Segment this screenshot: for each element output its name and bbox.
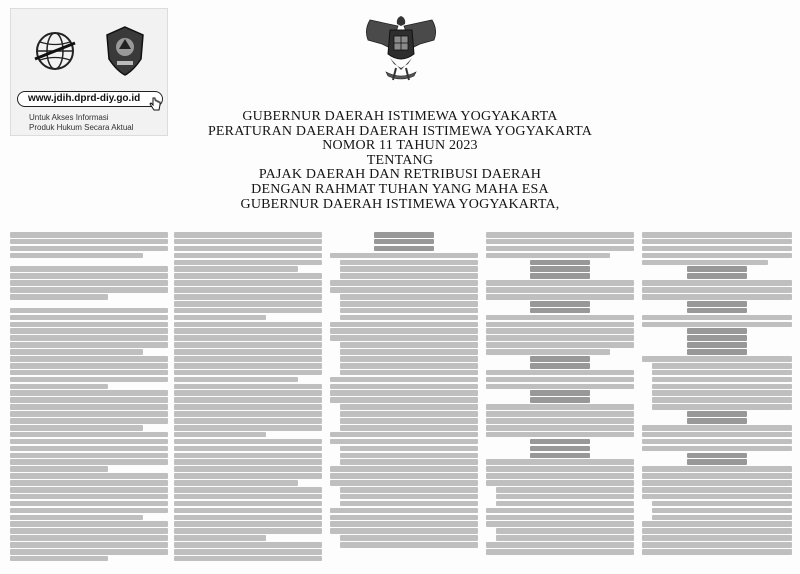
text-line <box>174 535 266 541</box>
text-line <box>330 287 478 293</box>
text-line <box>174 418 322 424</box>
text-line <box>174 473 322 479</box>
text-line <box>330 377 478 383</box>
text-line <box>496 528 634 534</box>
text-line <box>10 260 168 266</box>
text-line <box>174 390 322 396</box>
text-line <box>486 328 634 334</box>
text-line <box>174 542 322 548</box>
text-line <box>642 466 792 472</box>
text-line <box>642 439 792 445</box>
text-line <box>10 528 168 534</box>
text-line <box>10 253 143 259</box>
hand-cursor-icon <box>149 97 161 111</box>
text-line <box>10 446 168 452</box>
text-line <box>174 487 322 493</box>
text-line <box>340 342 478 348</box>
text-line <box>642 432 792 438</box>
text-line <box>486 404 634 410</box>
text-line <box>642 253 792 259</box>
regulation-number: NOMOR 11 TAHUN 2023 <box>322 138 478 154</box>
text-line <box>174 397 322 403</box>
text-line <box>330 280 478 286</box>
text-line <box>496 501 634 507</box>
text-line <box>642 528 792 534</box>
text-line <box>10 535 168 541</box>
text-line <box>330 390 478 396</box>
text-line <box>486 377 634 383</box>
text-line <box>642 246 792 252</box>
text-line <box>340 301 478 307</box>
text-line <box>10 508 168 514</box>
text-line <box>340 411 478 417</box>
text-line <box>10 425 143 431</box>
text-line <box>340 404 478 410</box>
text-line <box>174 349 322 355</box>
text-line <box>174 425 322 431</box>
body-column-1 <box>10 232 168 574</box>
text-line <box>330 384 478 390</box>
text-line <box>687 301 747 307</box>
text-line <box>174 501 322 507</box>
text-line <box>642 446 792 452</box>
text-line <box>530 453 589 459</box>
text-line <box>340 363 478 369</box>
garuda-pancasila-emblem-icon <box>360 10 442 90</box>
text-line <box>687 459 747 465</box>
text-line <box>340 370 478 376</box>
text-line <box>10 480 168 486</box>
text-line <box>340 453 478 459</box>
text-line <box>340 501 478 507</box>
text-line <box>340 494 478 500</box>
text-line <box>642 480 792 486</box>
text-line <box>10 301 168 307</box>
text-line <box>642 232 792 238</box>
text-line <box>642 487 792 493</box>
text-line <box>10 459 168 465</box>
text-line <box>486 384 634 390</box>
text-line <box>10 390 168 396</box>
text-line <box>486 549 634 555</box>
text-line <box>10 273 168 279</box>
text-line <box>340 294 478 300</box>
text-line <box>486 239 634 245</box>
text-line <box>10 349 143 355</box>
text-line <box>10 308 168 314</box>
governor-heading: GUBERNUR DAERAH ISTIMEWA YOGYAKARTA <box>242 109 558 124</box>
text-line <box>687 411 747 417</box>
text-line <box>687 342 747 348</box>
text-line <box>486 246 634 252</box>
text-line <box>174 356 322 362</box>
text-line <box>10 384 108 390</box>
text-line <box>496 494 634 500</box>
text-line <box>10 515 143 521</box>
text-line <box>330 432 478 438</box>
text-line <box>486 253 610 259</box>
text-line <box>174 411 322 417</box>
text-line <box>642 542 792 548</box>
text-line <box>486 280 634 286</box>
text-line <box>530 363 589 369</box>
text-line <box>340 308 478 314</box>
text-line <box>652 397 792 403</box>
text-line <box>642 356 792 362</box>
text-line <box>10 280 168 286</box>
text-line <box>642 315 792 321</box>
text-line <box>652 501 792 507</box>
text-line <box>687 266 747 272</box>
text-line <box>174 556 322 562</box>
text-line <box>340 418 478 424</box>
text-line <box>340 266 478 272</box>
text-line <box>687 418 747 424</box>
text-line <box>10 556 108 562</box>
text-line <box>174 528 322 534</box>
text-line <box>174 432 266 438</box>
text-line <box>10 335 168 341</box>
text-line <box>330 515 478 521</box>
text-line <box>174 328 322 334</box>
text-line <box>652 384 792 390</box>
caption-line-1: Untuk Akses Informasi <box>29 113 109 122</box>
text-line <box>530 266 589 272</box>
text-line <box>174 308 322 314</box>
text-line <box>174 287 322 293</box>
text-line <box>687 453 747 459</box>
text-line <box>530 301 589 307</box>
text-line <box>330 473 478 479</box>
text-line <box>330 397 478 403</box>
text-line <box>10 411 168 417</box>
text-line <box>340 487 478 493</box>
text-line <box>10 356 168 362</box>
text-line <box>486 315 634 321</box>
text-line <box>10 315 168 321</box>
text-line <box>174 260 322 266</box>
text-line <box>10 501 168 507</box>
text-line <box>10 322 168 328</box>
text-line <box>10 521 168 527</box>
text-line <box>530 356 589 362</box>
text-line <box>486 342 634 348</box>
text-line <box>652 370 792 376</box>
text-line <box>330 439 478 445</box>
text-line <box>642 535 792 541</box>
text-line <box>10 494 168 500</box>
text-line <box>174 232 322 238</box>
text-line <box>10 246 168 252</box>
text-line <box>330 521 478 527</box>
text-line <box>496 487 634 493</box>
text-line <box>330 322 478 328</box>
text-line <box>10 439 168 445</box>
text-line <box>530 308 589 314</box>
text-line <box>174 439 322 445</box>
text-line <box>642 322 792 328</box>
text-line <box>340 542 478 548</box>
text-line <box>486 521 634 527</box>
text-line <box>10 542 168 548</box>
text-line <box>174 453 322 459</box>
text-line <box>486 294 634 300</box>
text-line <box>10 239 168 245</box>
text-line <box>174 521 322 527</box>
text-line <box>530 390 589 396</box>
text-line <box>10 377 168 383</box>
text-line <box>174 239 322 245</box>
text-line <box>174 342 322 348</box>
logo-caption <box>29 113 169 133</box>
text-line <box>687 349 747 355</box>
yogyakarta-crest-icon <box>103 25 147 77</box>
regulation-body <box>10 232 792 574</box>
text-line <box>374 239 433 245</box>
body-column-4 <box>486 232 634 574</box>
text-line <box>652 390 792 396</box>
text-line <box>174 322 322 328</box>
text-line <box>486 411 634 417</box>
text-line <box>642 294 792 300</box>
text-line <box>642 521 792 527</box>
text-line <box>10 549 168 555</box>
text-line <box>174 377 298 383</box>
text-line <box>340 315 478 321</box>
text-line <box>174 549 322 555</box>
governor-signature-line: GUBERNUR DAERAH ISTIMEWA YOGYAKARTA, <box>240 196 560 212</box>
text-line <box>174 280 322 286</box>
text-line <box>530 273 589 279</box>
text-line <box>374 232 433 238</box>
text-line <box>340 356 478 362</box>
text-line <box>174 266 298 272</box>
text-line <box>642 549 792 555</box>
text-line <box>10 466 108 472</box>
text-line <box>174 246 322 252</box>
text-line <box>642 473 792 479</box>
text-line <box>174 459 322 465</box>
text-line <box>330 335 478 341</box>
text-line <box>652 363 792 369</box>
body-column-5 <box>642 232 792 574</box>
text-line <box>486 349 610 355</box>
text-line <box>642 287 792 293</box>
text-line <box>174 404 322 410</box>
text-line <box>10 342 168 348</box>
text-line <box>486 432 634 438</box>
text-line <box>530 397 589 403</box>
text-line <box>687 328 747 334</box>
text-line <box>10 232 168 238</box>
text-line <box>174 384 322 390</box>
text-line <box>652 404 792 410</box>
text-line <box>174 515 322 521</box>
text-line <box>530 439 589 445</box>
invocation-line: DENGAN RAHMAT TUHAN YANG MAHA ESA <box>251 181 549 197</box>
text-line <box>174 294 322 300</box>
text-line <box>330 253 478 259</box>
text-line <box>174 370 322 376</box>
text-line <box>486 515 634 521</box>
text-line <box>642 494 792 500</box>
text-line <box>10 363 168 369</box>
text-line <box>486 459 634 465</box>
text-line <box>486 418 634 424</box>
text-line <box>174 315 266 321</box>
about-label: TENTANG <box>366 152 434 168</box>
text-line <box>10 404 168 410</box>
text-line <box>340 446 478 452</box>
text-line <box>10 473 168 479</box>
text-line <box>486 425 634 431</box>
document-title-block <box>170 110 630 212</box>
text-line <box>174 363 322 369</box>
text-line <box>687 335 747 341</box>
text-line <box>340 535 478 541</box>
text-line <box>10 287 168 293</box>
text-line <box>10 370 168 376</box>
text-line <box>652 508 792 514</box>
text-line <box>486 542 634 548</box>
text-line <box>486 232 634 238</box>
text-line <box>174 273 322 279</box>
text-line <box>374 246 433 252</box>
text-line <box>10 328 168 334</box>
text-line <box>486 473 634 479</box>
text-line <box>10 418 168 424</box>
globe-logo-icon <box>33 29 77 73</box>
text-line <box>330 328 478 334</box>
text-line <box>642 425 792 431</box>
text-line <box>486 370 634 376</box>
text-line <box>486 466 634 472</box>
text-line <box>340 459 478 465</box>
text-line <box>486 480 634 486</box>
text-line <box>340 349 478 355</box>
text-line <box>10 487 168 493</box>
jdih-logo-banner[interactable] <box>10 8 168 136</box>
text-line <box>10 397 168 403</box>
text-line <box>174 466 322 472</box>
text-line <box>486 335 634 341</box>
text-line <box>174 446 322 452</box>
text-line <box>10 294 108 300</box>
text-line <box>652 515 792 521</box>
text-line <box>652 377 792 383</box>
text-line <box>530 446 589 452</box>
text-line <box>174 335 322 341</box>
website-url[interactable]: www.jdih.dprd-diy.go.id <box>17 91 163 107</box>
regulation-heading: PERATURAN DAERAH DAERAH ISTIMEWA YOGYAKARTA <box>207 123 593 139</box>
text-line <box>330 480 478 486</box>
text-line <box>330 528 478 534</box>
text-line <box>174 301 322 307</box>
text-line <box>486 508 634 514</box>
regulation-subject: PAJAK DAERAH DAN RETRIBUSI DAERAH <box>258 167 542 183</box>
text-line <box>687 273 747 279</box>
body-column-2 <box>174 232 322 574</box>
text-line <box>330 466 478 472</box>
text-line <box>10 266 168 272</box>
body-column-3 <box>330 232 478 574</box>
text-line <box>174 253 322 259</box>
caption-line-2: Produk Hukum Secara Aktual <box>29 123 134 132</box>
text-line <box>530 260 589 266</box>
text-line <box>486 322 634 328</box>
text-line <box>10 453 168 459</box>
text-line <box>10 432 168 438</box>
text-line <box>174 508 322 514</box>
text-line <box>496 535 634 541</box>
text-line <box>174 494 322 500</box>
text-line <box>340 425 478 431</box>
text-line <box>330 508 478 514</box>
text-line <box>340 260 478 266</box>
text-line <box>340 273 478 279</box>
text-line <box>687 308 747 314</box>
text-line <box>642 280 792 286</box>
text-line <box>486 287 634 293</box>
text-line <box>642 260 768 266</box>
text-line <box>642 239 792 245</box>
text-line <box>174 480 298 486</box>
